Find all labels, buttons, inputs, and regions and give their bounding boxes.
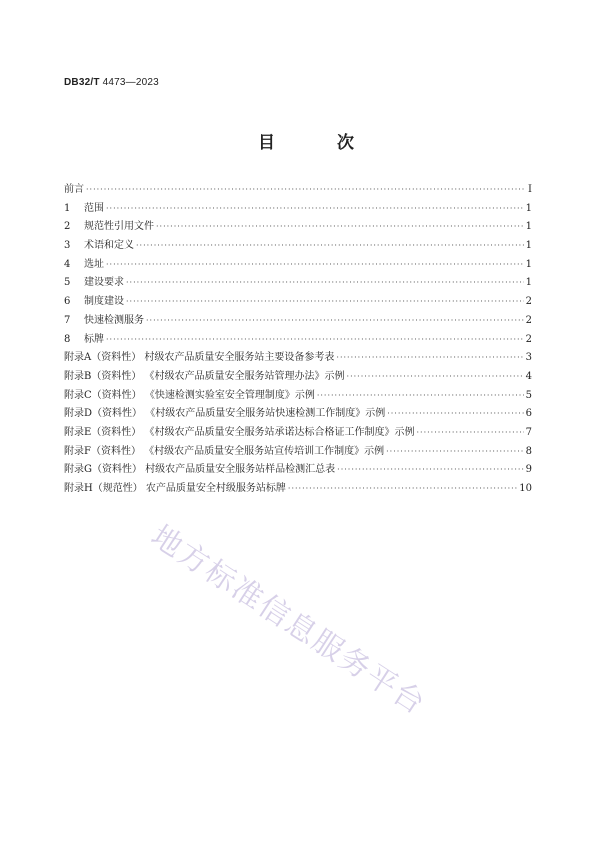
toc-entry-text: 附录A（资料性） 村级农产品质量安全服务站主要设备参考表 <box>64 352 335 364</box>
toc-entry[interactable] <box>64 273 532 292</box>
toc-entry-text: 快速检测服务 <box>84 314 144 326</box>
toc-leader-dots <box>347 372 524 381</box>
toc-entry-label <box>64 330 104 345</box>
toc-entry[interactable] <box>64 367 532 386</box>
toc-entry-label <box>64 460 335 475</box>
toc-entry-label <box>64 273 124 288</box>
toc-entry-text: 附录H（规范性） 农产品质量安全村级服务站标牌 <box>64 483 286 494</box>
toc-entry-number: 2 <box>64 221 71 233</box>
toc-entry-number: 6 <box>64 296 71 308</box>
toc-entry-text: 范围 <box>84 202 104 214</box>
toc-leader-dots <box>288 484 517 493</box>
toc-entry-number: 1 <box>64 202 71 214</box>
toc-entry-label <box>64 217 154 232</box>
toc-entry-label <box>64 348 334 363</box>
toc-leader-dots <box>126 278 524 287</box>
watermark: 地方标准信息服务平台 <box>144 518 433 723</box>
toc-entry[interactable] <box>64 479 532 498</box>
toc-entry[interactable] <box>64 180 532 199</box>
table-of-contents <box>64 180 532 498</box>
toc-entry-text: 术语和定义 <box>84 240 134 252</box>
toc-entry-page: 4 <box>525 370 532 382</box>
toc-leader-dots <box>387 409 523 418</box>
toc-entry-text: 选址 <box>84 258 104 270</box>
toc-entry-label <box>64 442 384 457</box>
toc-entry-text: 附录G（资料性） 村级农产品质量安全服务站样品检测汇总表 <box>64 464 336 476</box>
toc-entry-label <box>64 367 345 382</box>
toc-leader-dots <box>136 241 524 250</box>
toc-entry-number: 4 <box>64 258 71 270</box>
toc-entry-label <box>64 404 385 419</box>
toc-entry[interactable] <box>64 255 532 274</box>
toc-entry-text: 附录E（资料性） 《村级农产品质量安全服务站承诺达标合格证工作制度》示例 <box>64 426 415 438</box>
toc-entry-label <box>64 479 286 494</box>
toc-entry[interactable] <box>64 199 532 218</box>
toc-entry-page: 5 <box>525 389 532 401</box>
toc-entry[interactable] <box>64 236 532 255</box>
toc-leader-dots <box>126 297 524 306</box>
document-code <box>64 77 159 88</box>
toc-entry-text: 附录C（资料性） 《快速检测实验室安全管理制度》示例 <box>64 389 315 401</box>
toc-entry-number: 8 <box>64 333 71 345</box>
toc-entry[interactable] <box>64 460 532 479</box>
toc-entry[interactable] <box>64 292 532 311</box>
toc-leader-dots <box>337 465 523 474</box>
toc-entry[interactable] <box>64 442 532 461</box>
toc-entry-page: 2 <box>525 314 532 326</box>
toc-entry[interactable] <box>64 423 532 442</box>
toc-entry[interactable] <box>64 217 532 236</box>
toc-entry-number: 5 <box>64 277 71 289</box>
toc-entry-page: 3 <box>525 352 532 364</box>
toc-entry-page: 1 <box>525 258 532 270</box>
toc-entry-text: 标牌 <box>84 333 104 345</box>
toc-entry-page: 1 <box>525 221 532 233</box>
toc-entry-text: 附录D（资料性） 《村级农产品质量安全服务站快速检测工作制度》示例 <box>64 408 386 420</box>
toc-entry-label <box>64 292 124 307</box>
toc-leader-dots <box>386 447 524 456</box>
toc-entry-page: 1 <box>525 202 532 214</box>
toc-entry-page: 1 <box>525 240 532 252</box>
page-title: 目 次 <box>258 133 382 153</box>
toc-entry-number: 3 <box>64 240 71 252</box>
toc-entry-label <box>64 386 315 401</box>
toc-entry-page: 7 <box>525 426 532 438</box>
toc-entry-page: 8 <box>525 445 532 457</box>
toc-entry[interactable] <box>64 330 532 349</box>
toc-leader-dots <box>336 353 523 362</box>
toc-entry[interactable] <box>64 311 532 330</box>
toc-entry-label <box>64 255 104 270</box>
toc-leader-dots <box>86 185 524 194</box>
toc-entry-text: 前言 <box>64 184 84 195</box>
toc-entry-label <box>64 236 134 251</box>
toc-entry-page: 6 <box>525 408 532 420</box>
toc-entry-text: 制度建设 <box>84 296 124 308</box>
toc-entry-page: 1 <box>525 277 532 289</box>
toc-entry-page: 2 <box>525 296 532 308</box>
toc-entry-label <box>64 311 144 326</box>
toc-leader-dots <box>106 204 524 213</box>
toc-entry-text: 附录B（资料性） 《村级农产品质量安全服务站管理办法》示例 <box>64 370 345 382</box>
toc-entry-page: 9 <box>525 464 532 476</box>
toc-entry-page: 2 <box>525 333 532 345</box>
toc-entry-text: 建设要求 <box>84 277 124 289</box>
toc-leader-dots <box>317 391 524 400</box>
toc-entry-page: I <box>528 184 532 195</box>
toc-entry[interactable] <box>64 404 532 423</box>
toc-entry-label <box>64 180 84 195</box>
toc-leader-dots <box>106 335 524 344</box>
toc-leader-dots <box>146 316 524 325</box>
toc-entry[interactable] <box>64 386 532 405</box>
document-code-number: 4473—2023 <box>102 77 159 88</box>
toc-entry-number: 7 <box>64 314 71 326</box>
toc-entry-text: 附录F（资料性） 《村级农产品质量安全服务站宣传培训工作制度》示例 <box>64 445 385 457</box>
toc-entry-text: 规范性引用文件 <box>84 221 154 233</box>
toc-leader-dots <box>106 260 524 269</box>
toc-entry-label <box>64 423 414 438</box>
toc-leader-dots <box>416 428 523 437</box>
toc-leader-dots <box>156 222 524 231</box>
toc-entry-label <box>64 199 104 214</box>
document-code-prefix: DB32/T <box>64 77 100 88</box>
toc-entry-page: 10 <box>519 483 532 494</box>
toc-entry[interactable] <box>64 348 532 367</box>
